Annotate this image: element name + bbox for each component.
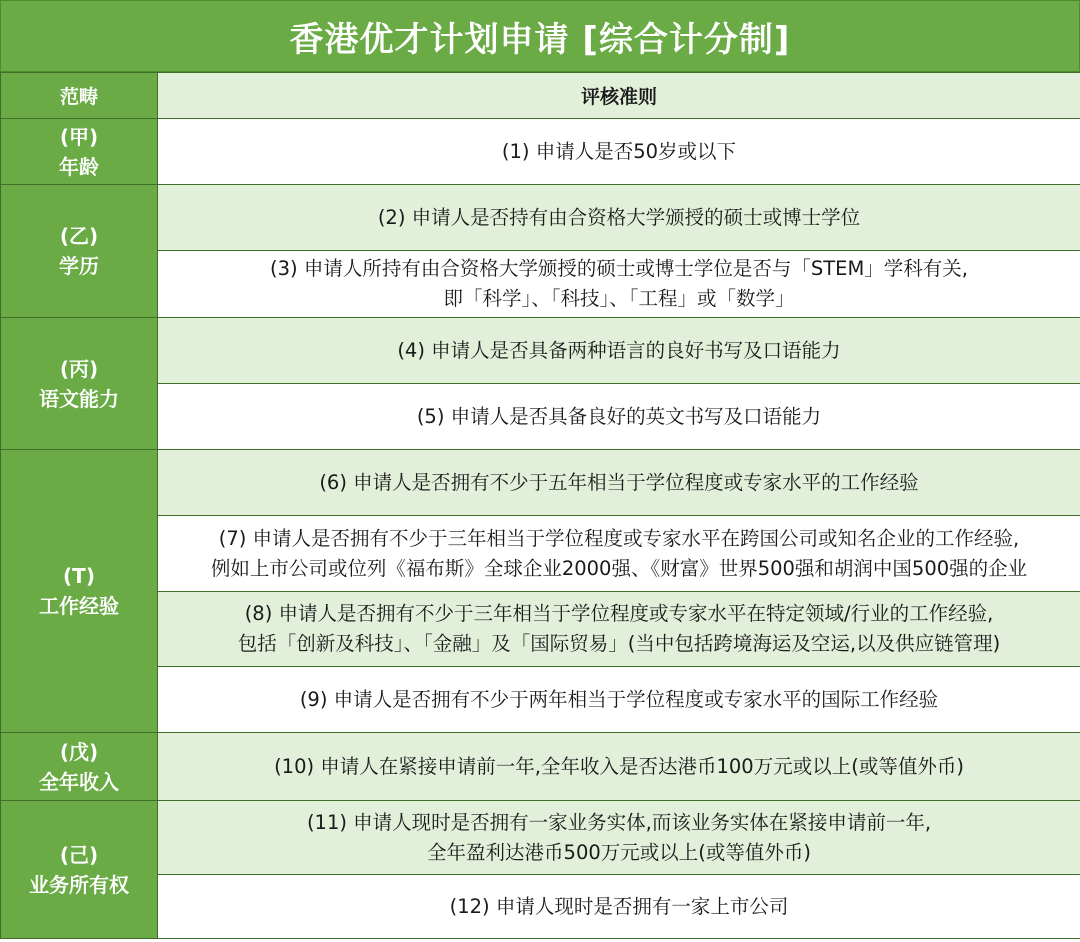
criterion-text: (10) 申请人在紧接申请前一年,全年收入是否达港币100万元或以上(或等值外币) (274, 754, 964, 778)
category-code: (丙) (59, 356, 99, 381)
criterion-cell (158, 251, 1080, 318)
criterion-text: (7) 申请人是否拥有不少于三年相当于学位程度或专家水平在跨国公司或知名企业的工作经验, (218, 526, 1020, 550)
table-row (1, 516, 1080, 592)
table-row (1, 251, 1080, 318)
criterion-cell (158, 384, 1080, 450)
criterion-text: 全年盈利达港币500万元或以上(或等值外币) (427, 840, 811, 864)
table-row (1, 667, 1080, 733)
table-header-row (1, 73, 1080, 119)
table-row (1, 119, 1080, 185)
table-row (1, 875, 1080, 939)
criterion-cell (158, 119, 1080, 185)
criterion-text: (2) 申请人是否持有由合资格大学颁授的硕士或博士学位 (377, 205, 861, 229)
criterion-cell (158, 733, 1080, 801)
header-criteria: 评核准则 (158, 73, 1080, 119)
category-cell-age (1, 119, 158, 185)
criterion-cell (158, 592, 1080, 667)
criterion-text: (4) 申请人是否具备两种语言的良好书写及口语能力 (397, 338, 841, 362)
criterion-text: 包括「创新及科技」、「金融」及「国际贸易」(当中包括跨境海运及空运,以及供应链管理) (237, 632, 1001, 655)
criterion-cell (158, 667, 1080, 733)
table-row (1, 801, 1080, 875)
table-row (1, 733, 1080, 801)
criterion-text: (5) 申请人是否具备良好的英文书写及口语能力 (416, 404, 822, 428)
table-row (1, 185, 1080, 251)
criterion-text: (12) 申请人现时是否拥有一家上市公司 (449, 894, 789, 918)
category-name: 语文能力 (39, 386, 119, 411)
category-code: (戊) (59, 739, 99, 764)
category-code: (T) (63, 564, 95, 588)
criterion-text: (11) 申请人现时是否拥有一家业务实体,而该业务实体在紧接申请前一年, (306, 810, 932, 834)
category-code: (乙) (59, 224, 99, 248)
category-code: (己) (59, 842, 99, 867)
criteria-table (0, 72, 1080, 939)
criterion-text: (3) 申请人所持有由合资格大学颁授的硕士或博士学位是否与「STEM」学科有关, (270, 257, 968, 280)
criterion-text: 即「科学」、「科技」、「工程」或「数学」 (443, 287, 795, 310)
category-code: (甲) (59, 124, 99, 149)
criterion-text: 例如上市公司或位列《福布斯》全球企业2000强、《财富》世界500强和胡润中国500强的企业 (210, 556, 1028, 580)
criterion-text: (9) 申请人是否拥有不少于两年相当于学位程度或专家水平的国际工作经验 (299, 687, 939, 711)
category-name: 全年收入 (39, 769, 119, 794)
category-name: 业务所有权 (29, 872, 129, 897)
criterion-cell (158, 450, 1080, 516)
table-row (1, 318, 1080, 384)
category-cell-language (1, 318, 158, 450)
category-name: 学历 (59, 254, 99, 278)
header-category: 范畴 (1, 73, 158, 119)
criterion-cell (158, 801, 1080, 875)
category-cell-income (1, 733, 158, 801)
criterion-cell (158, 185, 1080, 251)
page-title: 香港优才计划申请 [综合计分制] (0, 0, 1080, 72)
category-cell-education (1, 185, 158, 318)
criterion-cell (158, 516, 1080, 592)
criterion-text: (1) 申请人是否50岁或以下 (501, 139, 737, 163)
criterion-cell (158, 318, 1080, 384)
criterion-text: (6) 申请人是否拥有不少于五年相当于学位程度或专家水平的工作经验 (319, 470, 919, 494)
category-name: 年龄 (59, 154, 99, 179)
category-cell-business-ownership (1, 801, 158, 939)
category-cell-work-experience (1, 450, 158, 733)
category-name: 工作经验 (39, 594, 119, 618)
table-row (1, 592, 1080, 667)
criterion-text: (8) 申请人是否拥有不少于三年相当于学位程度或专家水平在特定领域/行业的工作经验, (244, 602, 994, 625)
table-row (1, 384, 1080, 450)
criterion-cell (158, 875, 1080, 939)
table-row (1, 450, 1080, 516)
